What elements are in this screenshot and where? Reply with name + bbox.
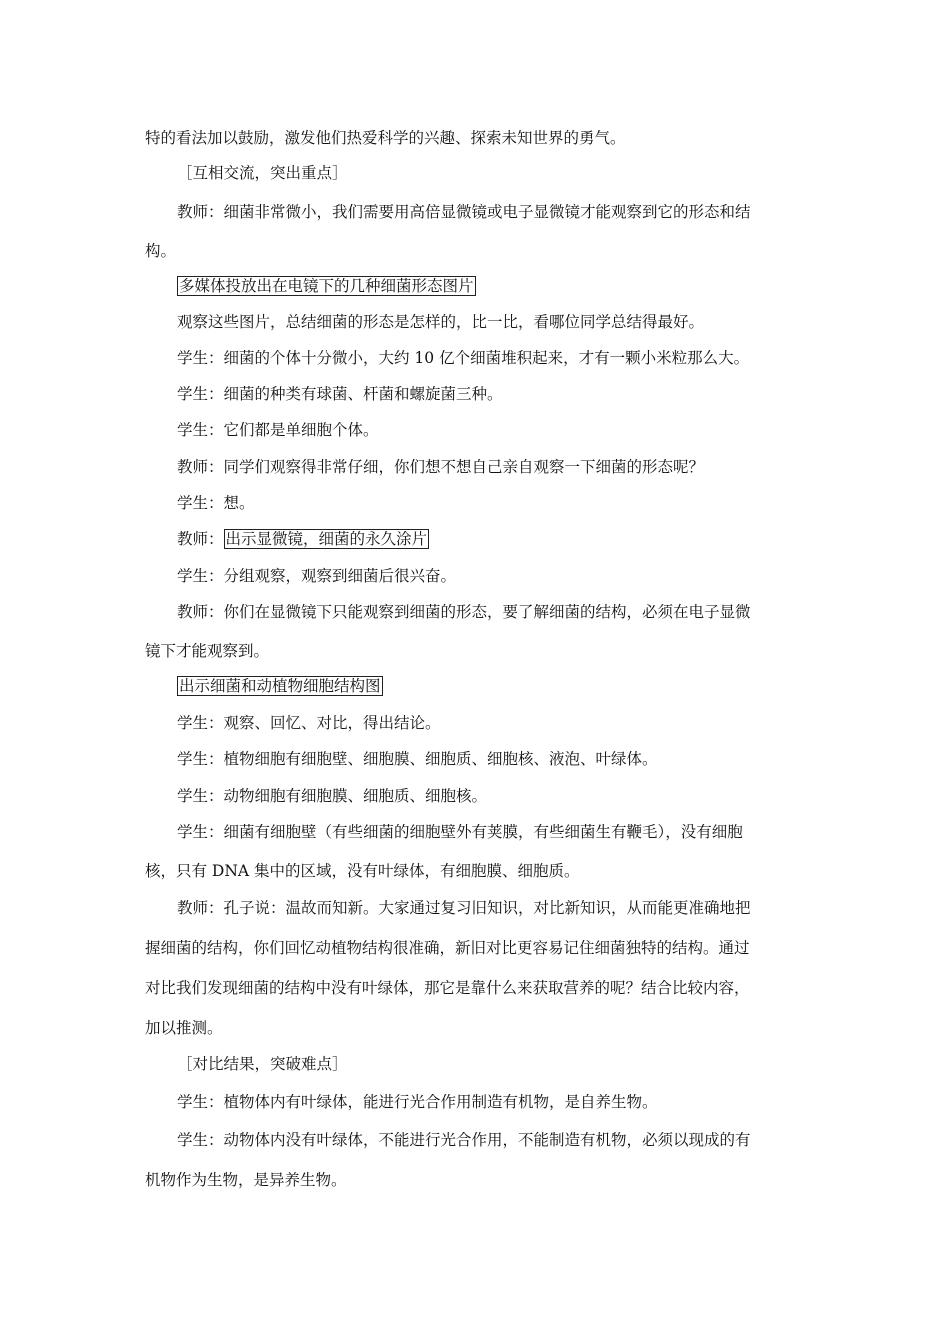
boxed-line (177, 676, 383, 696)
section-heading: ［互相交流，突出重点］ (177, 164, 348, 182)
paragraph-line: 核，只有 DNA 集中的区域，没有叶绿体，有细胞膜、细胞质。 (145, 862, 580, 880)
paragraph-line: 学生：观察、回忆、对比，得出结论。 (177, 714, 441, 732)
paragraph-line: 教师：你们在显微镜下只能观察到细菌的形态，要了解细菌的结构，必须在电子显微 (177, 603, 751, 621)
paragraph-line: 教师：同学们观察得非常仔细，你们想不想自己亲自观察一下细菌的形态呢？ (177, 458, 705, 476)
multimedia-note: 多媒体投放出在电镜下的几种细菌形态图片 (179, 277, 474, 295)
speaker-label: 教师： (177, 530, 224, 548)
paragraph-line: 学生：动物细胞有细胞膜、细胞质、细胞核。 (177, 787, 488, 805)
paragraph-line: 教师：孔子说：温故而知新。大家通过复习旧知识，对比新知识，从而能更准确地把 (177, 899, 751, 917)
section-heading: ［对比结果，突破难点］ (177, 1055, 348, 1073)
paragraph-line: 学生：它们都是单细胞个体。 (177, 421, 379, 439)
boxed-line (177, 529, 429, 549)
paragraph-line: 观察这些图片，总结细菌的形态是怎样的，比一比，看哪位同学总结得最好。 (177, 313, 705, 331)
paragraph-line: 机物作为生物，是异养生物。 (145, 1171, 347, 1189)
boxed-line (177, 276, 476, 296)
microscope-note: 出示显微镜，细菌的永久涂片 (225, 530, 428, 548)
paragraph-line: 构。 (145, 242, 177, 260)
paragraph-line: 学生：细菌的个体十分微小，大约 10 亿个细菌堆积起来，才有一颗小米粒那么大。 (177, 349, 750, 367)
paragraph-line: 学生：植物体内有叶绿体，能进行光合作用制造有机物，是自养生物。 (177, 1093, 658, 1111)
paragraph-line: 加以推测。 (145, 1019, 223, 1037)
paragraph-line: 握细菌的结构，你们回忆动植物结构很准确，新旧对比更容易记住细菌独特的结构。通过 (145, 939, 750, 957)
paragraph-line: 学生：植物细胞有细胞壁、细胞膜、细胞质、细胞核、液泡、叶绿体。 (177, 750, 658, 768)
paragraph-line: 学生：动物体内没有叶绿体，不能进行光合作用，不能制造有机物，必须以现成的有 (177, 1131, 751, 1149)
paragraph-line: 学生：分组观察，观察到细菌后很兴奋。 (177, 567, 457, 585)
paragraph-line: 对比我们发现细菌的结构中没有叶绿体，那它是靠什么来获取营养的呢？结合比较内容， (145, 979, 750, 997)
structure-diagram-note: 出示细菌和动植物细胞结构图 (179, 677, 381, 695)
paragraph-line: 教师：细菌非常微小，我们需要用高倍显微镜或电子显微镜才能观察到它的形态和结 (177, 203, 751, 221)
paragraph-line: 学生：细菌有细胞壁（有些细菌的细胞壁外有荚膜，有些细菌生有鞭毛），没有细胞 (177, 823, 743, 841)
paragraph-line: 特的看法加以鼓励，激发他们热爱科学的兴趣、探索未知世界的勇气。 (145, 129, 626, 147)
paragraph-line: 镜下才能观察到。 (145, 642, 270, 660)
paragraph-line: 学生：想。 (177, 494, 255, 512)
paragraph-line: 学生：细菌的种类有球菌、杆菌和螺旋菌三种。 (177, 385, 503, 403)
